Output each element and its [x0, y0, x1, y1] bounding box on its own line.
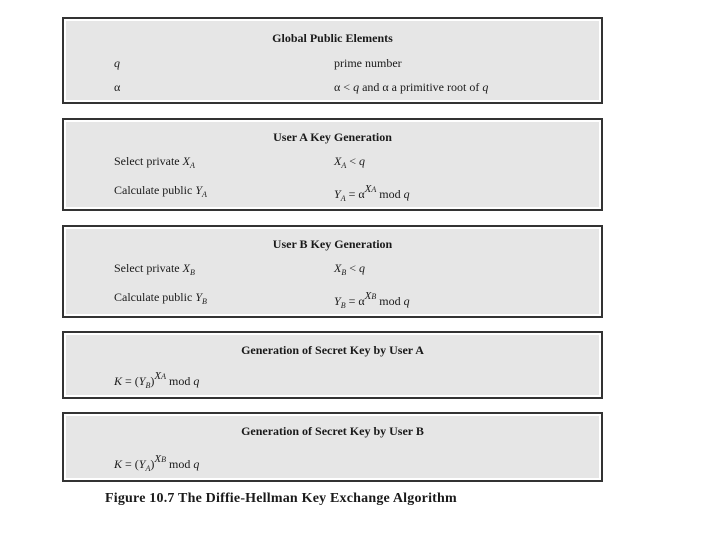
user-b-calculate-public-label: Calculate public $Y_B$: [114, 290, 207, 306]
user-a-public-formula: $Y_A = \alpha^{XA}$ mod q: [334, 183, 410, 203]
user-a-calculate-public-label: Calculate public $Y_A$: [114, 183, 207, 199]
user-a-private-condition: $X_A < q$: [334, 154, 366, 170]
user-b-select-private-label: Select private $X_B$: [114, 261, 195, 277]
alpha-symbol: α: [114, 80, 121, 94]
secret-b-panel-title: Generation of Secret Key by User B: [241, 424, 424, 438]
user-a-key-generation-panel: [62, 118, 603, 211]
figure-caption: Figure 10.7 The Diffie-Hellman Key Exchange Algorithm: [105, 491, 457, 506]
secret-key-user-b-panel: [62, 412, 603, 482]
q-symbol: q: [114, 56, 120, 70]
global-panel-title: Global Public Elements: [272, 31, 393, 45]
user-b-panel-title: User B Key Generation: [272, 237, 393, 251]
secret-a-formula: $K = (Y_B)^{XA}$ mod q: [114, 370, 200, 390]
secret-b-formula: $K = (Y_A)^{XB}$ mod q: [114, 453, 200, 473]
user-b-public-formula: $Y_B = \alpha^{XB}$ mod q: [334, 290, 410, 310]
user-b-key-generation-panel: [62, 225, 603, 318]
q-description: prime number: [334, 56, 402, 70]
user-b-private-condition: $X_B < q$: [334, 261, 366, 277]
global-public-elements-panel: [62, 17, 603, 104]
alpha-description: α < q and α a primitive root of q: [334, 80, 489, 94]
secret-key-user-a-panel: [62, 331, 603, 399]
secret-a-panel-title: Generation of Secret Key by User A: [241, 343, 424, 357]
user-a-panel-title: User A Key Generation: [273, 130, 392, 144]
user-a-select-private-label: Select private $X_A$: [114, 154, 195, 170]
